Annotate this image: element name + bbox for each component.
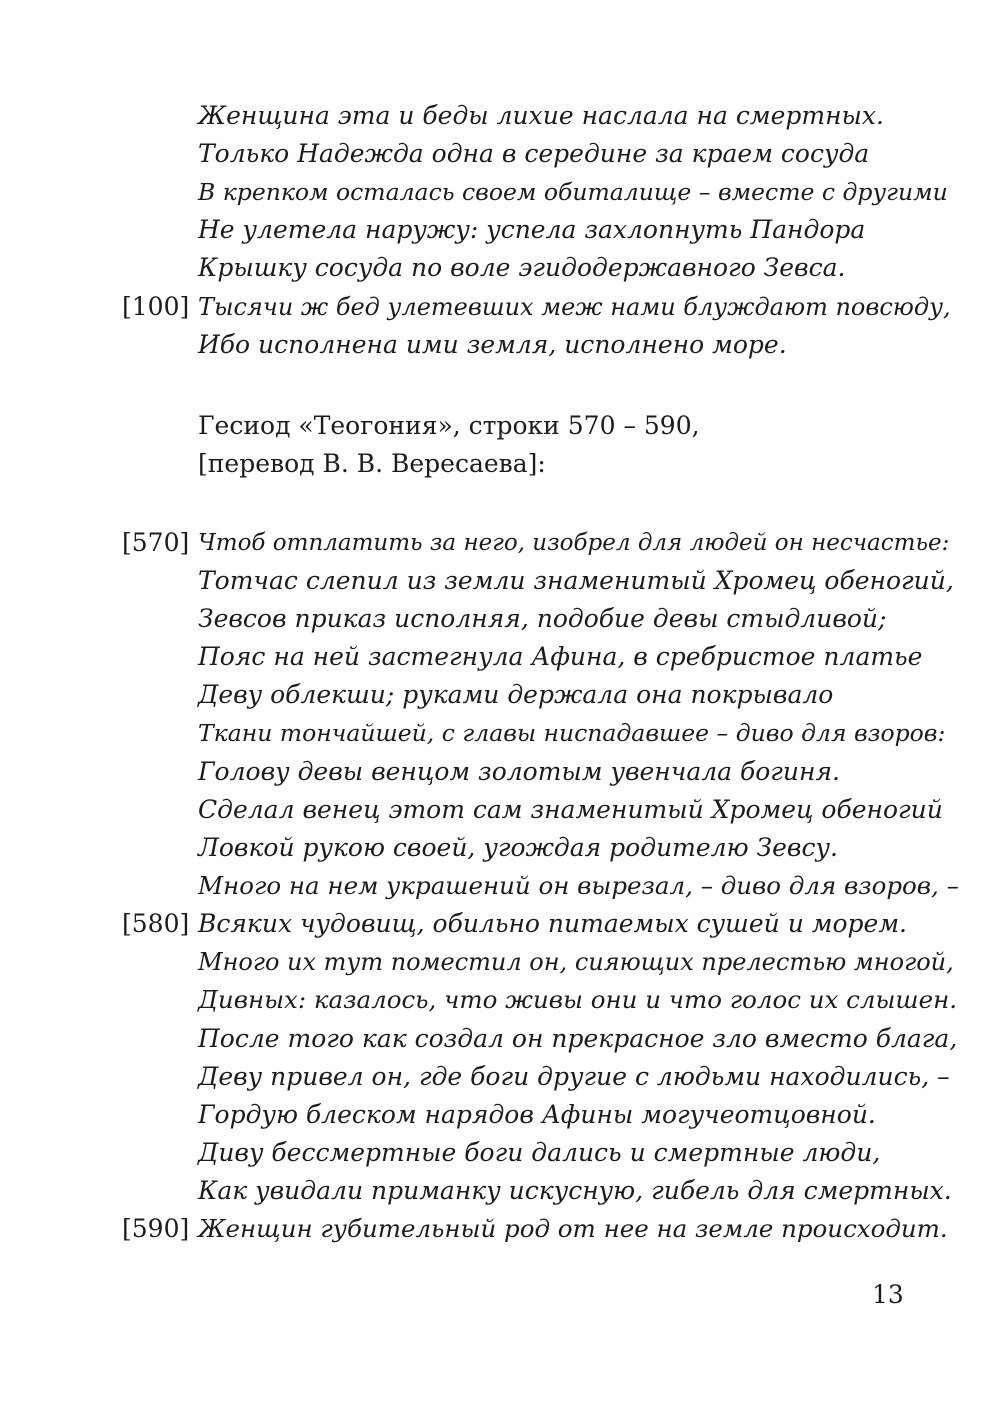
verse-line: Сделал венец этот сам знаменитый Хромец обеногий xyxy=(198,795,943,824)
verse-line: Много их тут поместил он, сияющих прелестью многой, xyxy=(198,948,954,976)
line-number-570: [570] xyxy=(122,528,190,557)
verse-line: В крепком осталась своем обиталище – вместе с другими xyxy=(198,178,948,206)
verse-line: Не улетела наружу: успела захлопнуть Пандора xyxy=(198,215,866,244)
verse-line: Женщина эта и беды лихие наслала на смертных. xyxy=(198,101,884,130)
line-number-100: [100] xyxy=(122,292,190,321)
verse-line: Женщин губительный род от нее на земле происходит. xyxy=(198,1214,948,1243)
verse-line: После того как создал он прекрасное зло вместо блага, xyxy=(198,1024,958,1053)
verse-line: Пояс на ней застегнула Афина, в сребристое платье xyxy=(198,642,923,671)
source-translator: [перевод В. В. Вересаева]: xyxy=(198,449,546,478)
verse-line: Чтоб отплатить за него, изобрел для людей он несчастье: xyxy=(198,530,950,556)
verse-line: Деву привел он, где боги другие с людьми находились, – xyxy=(198,1062,950,1091)
verse-line: Ибо исполнена ими земля, исполнено море. xyxy=(198,330,787,359)
verse-line: Диву бессмертные боги дались и смертные люди, xyxy=(198,1138,881,1167)
source-title: Гесиод «Теогония», строки 570 – 590, xyxy=(198,411,700,440)
verse-line: Крышку сосуда по воле эгидодержавного Зевса. xyxy=(198,253,846,282)
verse-line: Голову девы венцом золотым увенчала богиня. xyxy=(198,757,841,786)
verse-line: Дивных: казалось, что живы они и что голос их слышен. xyxy=(198,985,958,1014)
line-number-590: [590] xyxy=(122,1214,190,1243)
verse-line: Деву облекши; руками держала она покрывало xyxy=(198,680,834,709)
verse-line: Много на нем украшений он вырезал, – диво для взоров, – xyxy=(198,871,959,900)
verse-line: Всяких чудовищ, обильно питаемых сушей и морем. xyxy=(198,909,907,938)
verse-line: Только Надежда одна в середине за краем сосуда xyxy=(198,139,870,168)
verse-line: Как увидали приманку искусную, гибель для смертных. xyxy=(198,1176,952,1205)
verse-line: Тотчас слепил из земли знаменитый Хромец обеногий, xyxy=(198,566,954,595)
verse-line: Ткани тончайшей, с главы ниспадавшее – диво для взоров: xyxy=(198,719,946,747)
verse-line: Тысячи ж бед улетевших меж нами блуждают повсюду, xyxy=(198,293,951,321)
verse-line: Ловкой рукою своей, угождая родителю Зевсу. xyxy=(198,833,838,862)
page-number: 13 xyxy=(872,1280,904,1309)
line-number-580: [580] xyxy=(122,909,190,938)
verse-line: Гордую блеском нарядов Афины могучеотцовной. xyxy=(198,1100,876,1129)
verse-line: Зевсов приказ исполняя, подобие девы стыдливой; xyxy=(198,604,887,633)
